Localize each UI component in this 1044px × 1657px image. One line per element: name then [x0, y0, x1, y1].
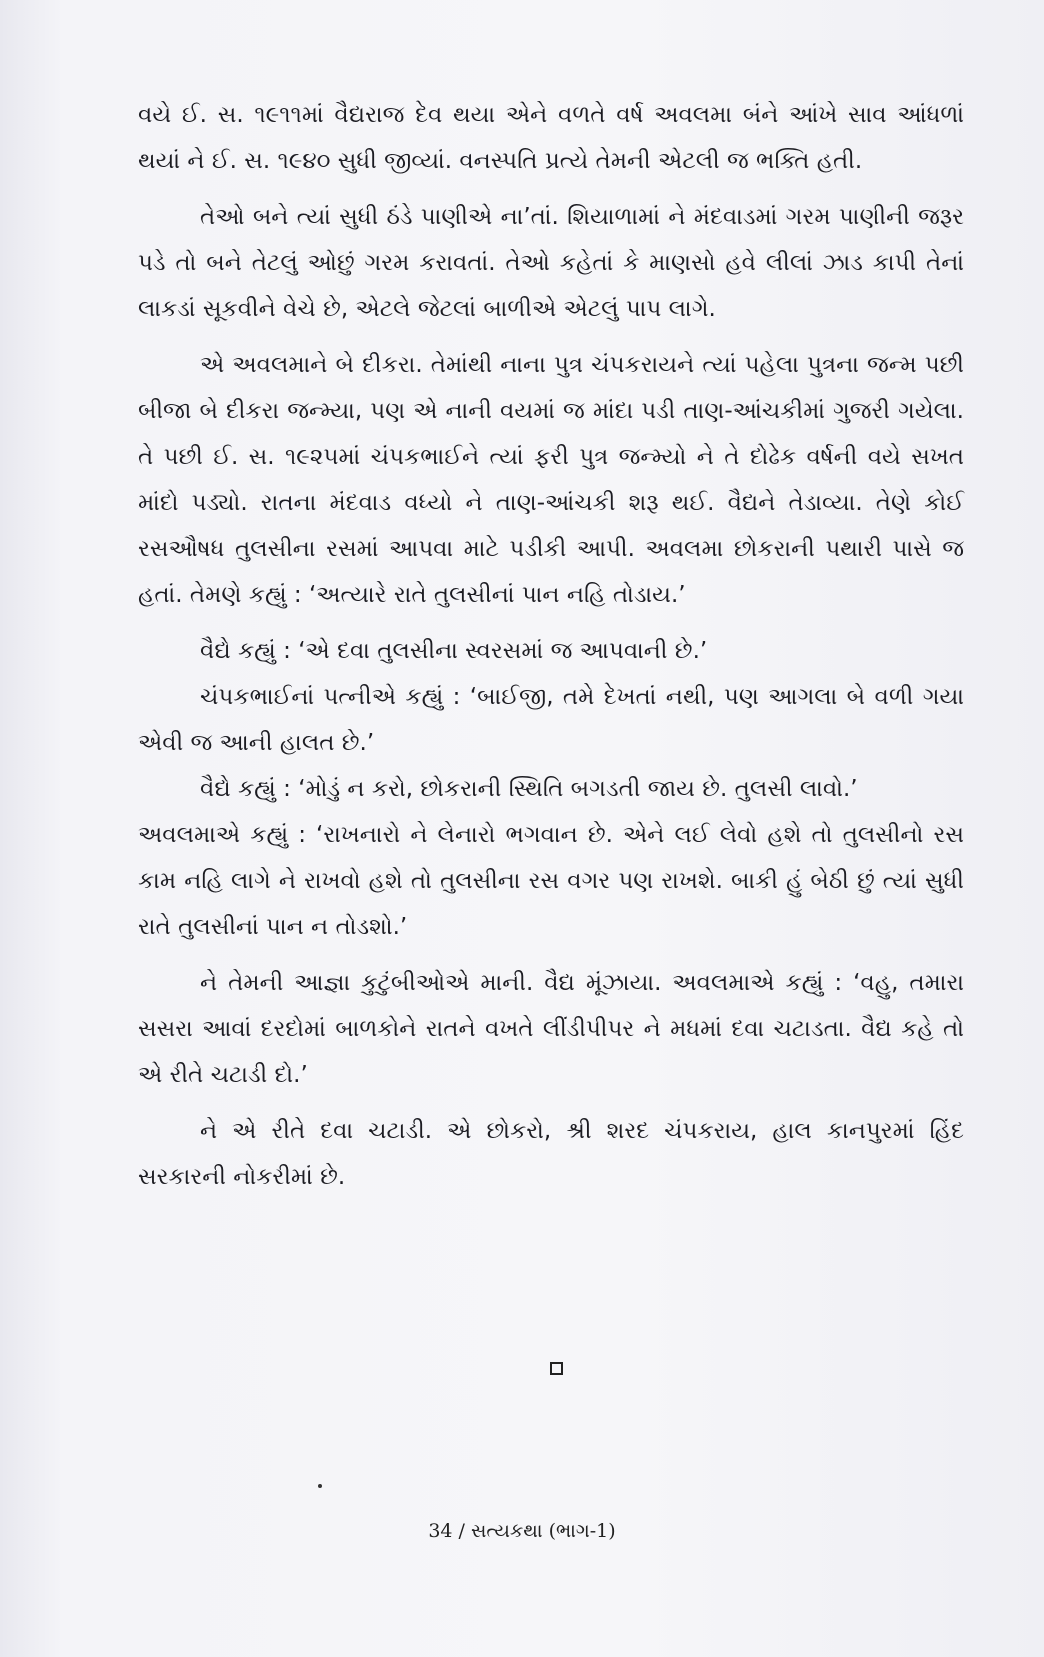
ink-dot	[318, 1484, 322, 1488]
paragraph-9: ને એ રીતે દવા ચટાડી. એ છોકરો, શ્રી શરદ ચંપકરાય, હાલ કાનપુરમાં હિંદ સરકારની નોકરીમાં છે.	[138, 1118, 964, 1190]
page-footer: 34 / સત્યકથા (ભાગ-1)	[428, 1520, 616, 1542]
paragraph-3: એ અવલમાને બે દીકરા. તેમાંથી નાના પુત્ર ચંપકરાયને ત્યાં પહેલા પુત્રના જન્મ પછી બીજા બે દીકરા જન્મ્યા, પણ એ નાની વયમાં જ માંદા પડી તાણ-આંચકીમાં ગુજરી ગયેલા. તે પછી ઈ. સ. ૧૯૨૫માં ચંપકભાઈને ત્યાં ફરી પુત્ર જન્મ્યો ને તે દોઢેક વર્ષની વયે સખત માંદો પડ્યો. રાતના મંદવાડ વધ્યો ને તાણ-આંચકી શરૂ થઈ. વૈદ્યને તેડાવ્યા. તેણે કોઈ રસઔષધ તુલસીના રસમાં આપવા માટે પડીકી આપી. અવલમા છોકરાની પથારી પાસે જ હતાં. તેમણે કહ્યું : ‘અત્યારે રાતે તુલસીનાં પાન નહિ તોડાય.’	[138, 352, 964, 608]
body-text	[138, 92, 964, 1210]
paragraph-2: તેઓ બને ત્યાં સુધી ઠંડે પાણીએ ના’તાં. શિયાળામાં ને મંદવાડમાં ગરમ પાણીની જરૂર પડે તો બને તેટલું ઓછું ગરમ કરાવતાં. તેઓ કહેતાં કે માણસો હવે લીલાં ઝાડ કાપી તેનાં લાકડાં સૂકવીને વેચે છે, એટલે જેટલાં બાળીએ એટલું પાપ લાગે.	[138, 204, 964, 322]
paragraph-5: ચંપકભાઈનાં પત્નીએ કહ્યું : ‘બાઈજી, તમે દેખતાં નથી, પણ આગલા બે વળી ગયા એવી જ આની હાલત છે.’	[138, 684, 964, 756]
paragraph-7: અવલમાએ કહ્યું : ‘રાખનારો ને લેનારો ભગવાન છે. એને લઈ લેવો હશે તો તુલસીનો રસ કામ નહિ લાગે ને રાખવો હશે તો તુલસીના રસ વગર પણ રાખશે. બાકી હું બેઠી છું ત્યાં સુધી રાતે તુલસીનાં પાન ન તોડશો.’	[138, 822, 964, 940]
paragraph-4: વૈદ્યે કહ્યું : ‘એ દવા તુલસીના સ્વરસમાં જ આપવાની છે.’	[200, 638, 708, 664]
paragraph-8: ને તેમની આજ્ઞા કુટુંબીઓએ માની. વૈદ્ય મૂંઝાયા. અવલમાએ કહ્યું : ‘વહુ, તમારા સસરા આવાં દરદોમાં બાળકોને રાતને વખતે લીંડીપીપર ને મધમાં દવા ચટાડતા. વૈદ્ય કહે તો એ રીતે ચટાડી દો.’	[138, 970, 964, 1088]
end-of-section-square-icon	[550, 1362, 563, 1375]
paragraph-1: વયે ઈ. સ. ૧૯૧૧માં વૈદ્યરાજ દેવ થયા એને વળતે વર્ષ અવલમા બંને આંખે સાવ આંધળાં થયાં ને ઈ. સ. ૧૯૪૦ સુધી જીવ્યાં. વનસ્પતિ પ્રત્યે તેમની એટલી જ ભક્તિ હતી.	[138, 102, 964, 174]
paragraph-6: વૈદ્યે કહ્યું : ‘મોડું ન કરો, છોકરાની સ્થિતિ બગડતી જાય છે. તુલસી લાવો.’	[200, 776, 858, 802]
